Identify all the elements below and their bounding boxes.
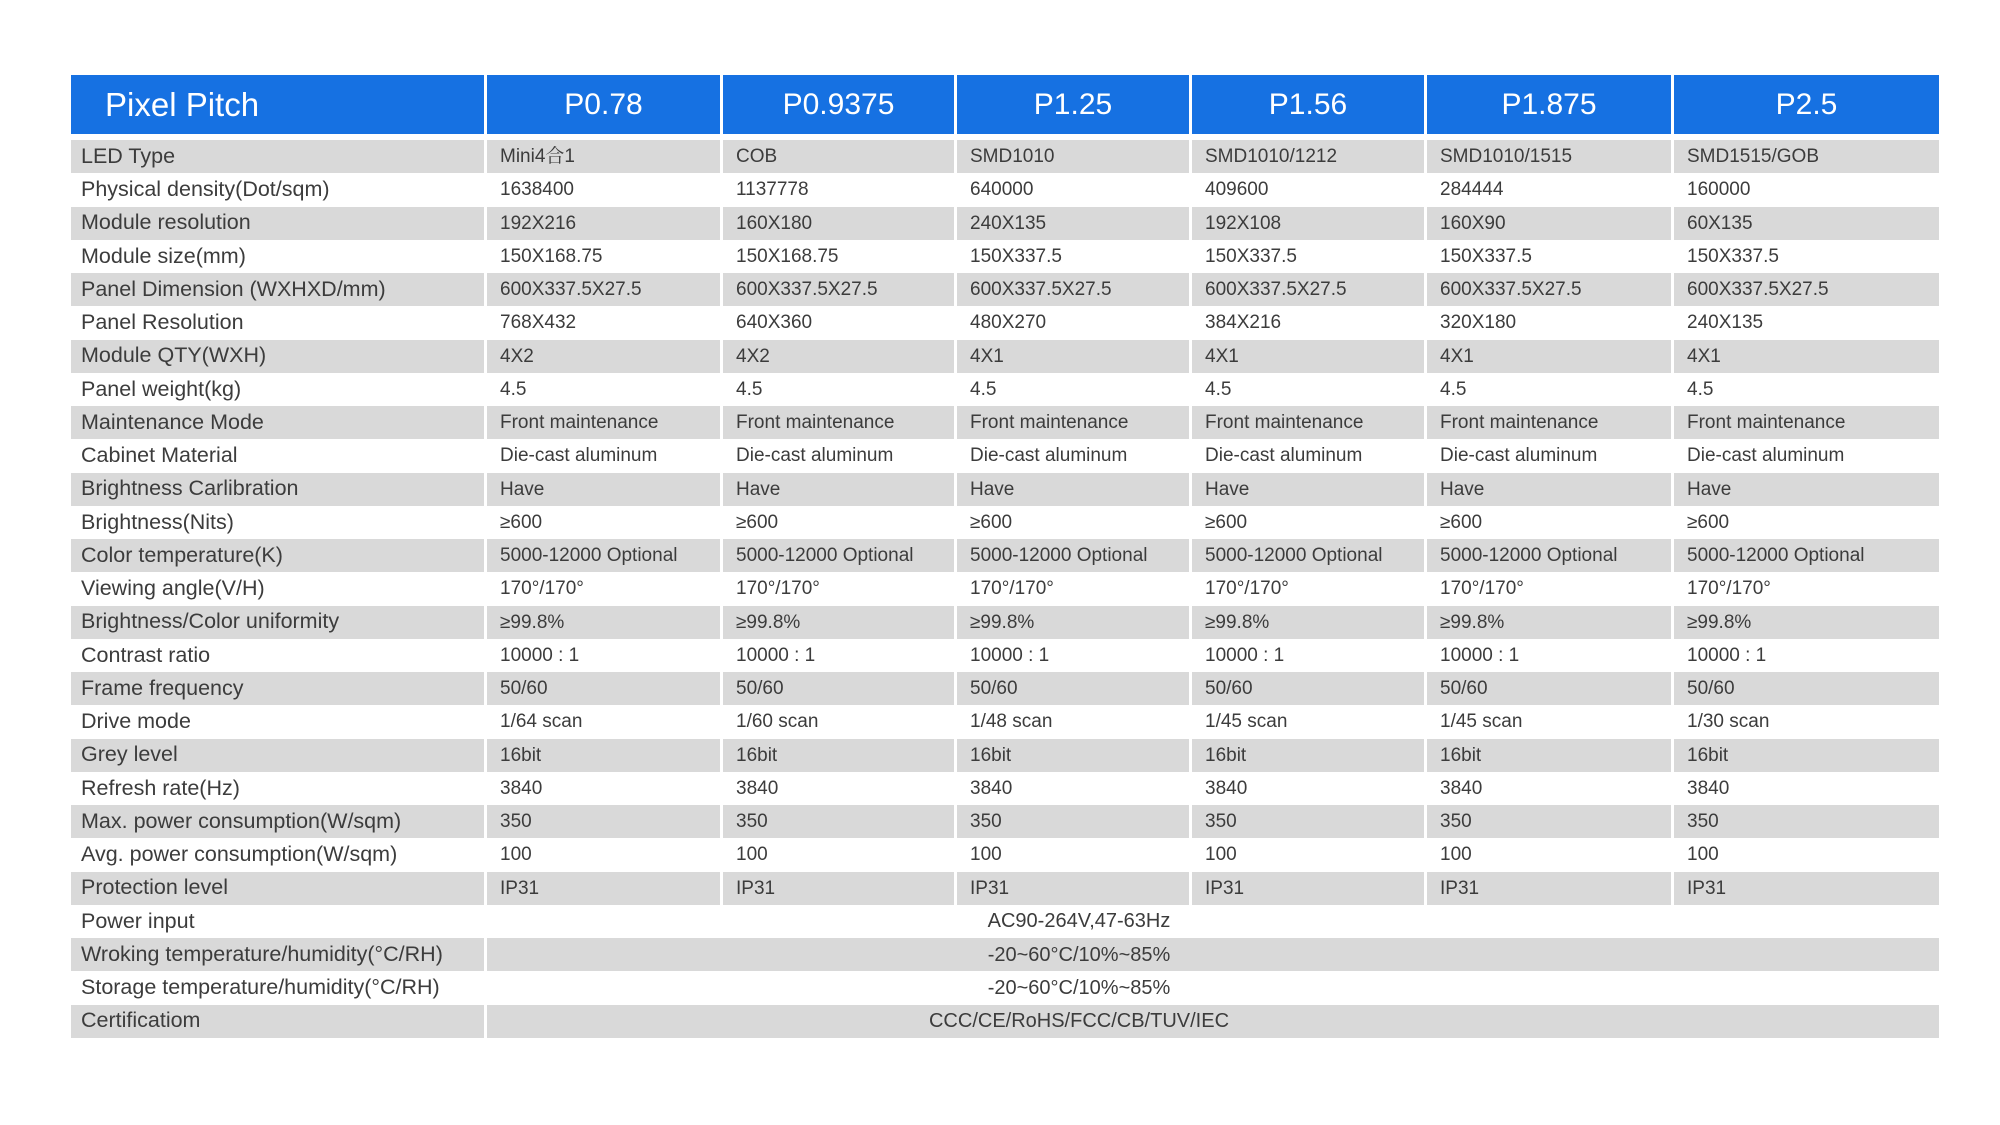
row-label: Frame frequency [71, 672, 484, 705]
value-cell: 4X2 [484, 340, 720, 373]
value-cell: ≥600 [1671, 506, 1939, 539]
value-cell: SMD1010/1515 [1424, 140, 1671, 173]
value-cell: 160000 [1671, 173, 1939, 206]
span-value-cell [484, 1005, 1939, 1038]
value-cell: 1/60 scan [720, 705, 954, 738]
column-header-p1-25: P1.25 [954, 75, 1189, 134]
value-cell: 50/60 [484, 672, 720, 705]
value-cell: 10000 : 1 [1424, 639, 1671, 672]
value-cell: 160X90 [1424, 207, 1671, 240]
value-cell: 170°/170° [1671, 572, 1939, 605]
value-cell: 4X2 [720, 340, 954, 373]
value-cell: ≥99.8% [720, 606, 954, 639]
value-cell: COB [720, 140, 954, 173]
row-label: Module size(mm) [71, 240, 484, 273]
value-cell: 50/60 [954, 672, 1189, 705]
value-cell: 50/60 [1424, 672, 1671, 705]
row-label: Maintenance Mode [71, 406, 484, 439]
value-cell: 350 [954, 805, 1189, 838]
span-value-text: -20~60°C/10%~85% [987, 976, 1171, 999]
span-value-text: CCC/CE/RoHS/FCC/CB/TUV/IEC [928, 1010, 1230, 1033]
row-label: Cabinet Material [71, 439, 484, 472]
value-cell: 4.5 [1424, 373, 1671, 406]
table-row [71, 606, 1939, 639]
value-cell: 4X1 [1189, 340, 1424, 373]
value-cell: 150X337.5 [1189, 240, 1424, 273]
value-cell: 150X337.5 [954, 240, 1189, 273]
value-cell: 3840 [1671, 772, 1939, 805]
value-cell: 150X337.5 [1424, 240, 1671, 273]
row-label: Viewing angle(V/H) [71, 572, 484, 605]
value-cell: 640000 [954, 173, 1189, 206]
value-cell: 192X216 [484, 207, 720, 240]
value-cell: 3840 [1424, 772, 1671, 805]
value-cell: 150X337.5 [1671, 240, 1939, 273]
span-value-text: -20~60°C/10%~85% [987, 943, 1171, 966]
table-row [71, 140, 1939, 173]
row-label: Certificatiom [71, 1005, 484, 1038]
value-cell: 50/60 [1671, 672, 1939, 705]
value-cell: Have [954, 473, 1189, 506]
column-header-p1-875: P1.875 [1424, 75, 1671, 134]
value-cell: 4.5 [1671, 373, 1939, 406]
value-cell: Have [720, 473, 954, 506]
value-cell: 10000 : 1 [1189, 639, 1424, 672]
value-cell: 5000-12000 Optional [484, 539, 720, 572]
value-cell: 16bit [1671, 739, 1939, 772]
value-cell: 600X337.5X27.5 [1424, 273, 1671, 306]
value-cell: 1137778 [720, 173, 954, 206]
value-cell: 3840 [720, 772, 954, 805]
value-cell: Have [1189, 473, 1424, 506]
value-cell: 320X180 [1424, 306, 1671, 339]
value-cell: 100 [1189, 838, 1424, 871]
column-header-p0-78: P0.78 [484, 75, 720, 134]
value-cell: 10000 : 1 [1671, 639, 1939, 672]
value-cell: Front maintenance [1671, 406, 1939, 439]
value-cell: 1/30 scan [1671, 705, 1939, 738]
value-cell: 1638400 [484, 173, 720, 206]
value-cell: SMD1010/1212 [1189, 140, 1424, 173]
value-cell: 4.5 [954, 373, 1189, 406]
value-cell: Die-cast aluminum [1671, 439, 1939, 472]
table-row [71, 173, 1939, 206]
value-cell: 100 [484, 838, 720, 871]
row-label: Drive mode [71, 705, 484, 738]
value-cell: ≥600 [484, 506, 720, 539]
table-row [71, 506, 1939, 539]
value-cell: 16bit [720, 739, 954, 772]
value-cell: Have [484, 473, 720, 506]
row-label: Module QTY(WXH) [71, 340, 484, 373]
table-row [71, 240, 1939, 273]
table-row [71, 572, 1939, 605]
value-cell: 170°/170° [954, 572, 1189, 605]
table-row [71, 739, 1939, 772]
span-value-cell [484, 971, 1939, 1004]
row-label: Panel Dimension (WXHXD/mm) [71, 273, 484, 306]
value-cell: Have [1424, 473, 1671, 506]
row-label: Physical density(Dot/sqm) [71, 173, 484, 206]
table-header-row [71, 75, 1939, 134]
column-header-p1-56: P1.56 [1189, 75, 1424, 134]
value-cell: 10000 : 1 [954, 639, 1189, 672]
value-cell: 50/60 [1189, 672, 1424, 705]
value-cell: 350 [1671, 805, 1939, 838]
value-cell: 5000-12000 Optional [720, 539, 954, 572]
led-spec-table [71, 75, 1939, 1038]
value-cell: Mini4合1 [484, 140, 720, 173]
value-cell: Front maintenance [484, 406, 720, 439]
value-cell: 600X337.5X27.5 [720, 273, 954, 306]
value-cell: 50/60 [720, 672, 954, 705]
value-cell: Die-cast aluminum [484, 439, 720, 472]
table-row [71, 872, 1939, 905]
row-label: Brightness/Color uniformity [71, 606, 484, 639]
value-cell: 640X360 [720, 306, 954, 339]
row-label: Panel weight(kg) [71, 373, 484, 406]
value-cell: ≥600 [720, 506, 954, 539]
value-cell: IP31 [484, 872, 720, 905]
value-cell: 284444 [1424, 173, 1671, 206]
value-cell: 1/45 scan [1189, 705, 1424, 738]
table-row [71, 838, 1939, 871]
value-cell: Die-cast aluminum [1424, 439, 1671, 472]
row-label: Avg. power consumption(W/sqm) [71, 838, 484, 871]
row-label: Power input [71, 905, 484, 938]
value-cell: IP31 [1189, 872, 1424, 905]
span-value-text: AC90-264V,47-63Hz [987, 910, 1171, 933]
table-row [71, 639, 1939, 672]
table-row [71, 473, 1939, 506]
value-cell: 192X108 [1189, 207, 1424, 240]
row-label: Storage temperature/humidity(°C/RH) [71, 971, 484, 1004]
value-cell: 240X135 [954, 207, 1189, 240]
span-value-cell [484, 938, 1939, 971]
table-row [71, 273, 1939, 306]
value-cell: 100 [720, 838, 954, 871]
table-row [71, 772, 1939, 805]
value-cell: IP31 [1671, 872, 1939, 905]
value-cell: 150X168.75 [484, 240, 720, 273]
row-label: Brightness(Nits) [71, 506, 484, 539]
value-cell: 16bit [1189, 739, 1424, 772]
value-cell: 768X432 [484, 306, 720, 339]
value-cell: ≥600 [1189, 506, 1424, 539]
value-cell: 5000-12000 Optional [954, 539, 1189, 572]
value-cell: Front maintenance [1189, 406, 1424, 439]
row-label: Refresh rate(Hz) [71, 772, 484, 805]
value-cell: IP31 [954, 872, 1189, 905]
column-header-p2-5: P2.5 [1671, 75, 1939, 134]
value-cell: 4.5 [1189, 373, 1424, 406]
value-cell: 350 [1424, 805, 1671, 838]
table-row-span [71, 1005, 1939, 1038]
table-row [71, 439, 1939, 472]
value-cell: 5000-12000 Optional [1189, 539, 1424, 572]
row-label: LED Type [71, 140, 484, 173]
value-cell: ≥99.8% [1671, 606, 1939, 639]
value-cell: ≥99.8% [1424, 606, 1671, 639]
value-cell: 350 [1189, 805, 1424, 838]
table-row [71, 406, 1939, 439]
row-label: Grey level [71, 739, 484, 772]
value-cell: IP31 [720, 872, 954, 905]
value-cell: 1/48 scan [954, 705, 1189, 738]
value-cell: 600X337.5X27.5 [954, 273, 1189, 306]
value-cell: 16bit [484, 739, 720, 772]
value-cell: 600X337.5X27.5 [1189, 273, 1424, 306]
value-cell: Die-cast aluminum [720, 439, 954, 472]
row-label: Contrast ratio [71, 639, 484, 672]
value-cell: 100 [1424, 838, 1671, 871]
value-cell: 4X1 [954, 340, 1189, 373]
pixel-pitch-header-cell: Pixel Pitch [71, 75, 484, 134]
value-cell: 150X168.75 [720, 240, 954, 273]
value-cell: 4.5 [720, 373, 954, 406]
table-row [71, 672, 1939, 705]
value-cell: 1/45 scan [1424, 705, 1671, 738]
table-row [71, 340, 1939, 373]
value-cell: 350 [484, 805, 720, 838]
value-cell: 4X1 [1671, 340, 1939, 373]
value-cell: 600X337.5X27.5 [484, 273, 720, 306]
table-row-span [71, 905, 1939, 938]
value-cell: Front maintenance [720, 406, 954, 439]
value-cell: 480X270 [954, 306, 1189, 339]
value-cell: 5000-12000 Optional [1424, 539, 1671, 572]
value-cell: 16bit [1424, 739, 1671, 772]
value-cell: ≥600 [954, 506, 1189, 539]
row-label: Protection level [71, 872, 484, 905]
table-body [71, 140, 1939, 1038]
value-cell: 5000-12000 Optional [1671, 539, 1939, 572]
value-cell: 4X1 [1424, 340, 1671, 373]
row-label: Color temperature(K) [71, 539, 484, 572]
value-cell: 600X337.5X27.5 [1671, 273, 1939, 306]
table-row [71, 207, 1939, 240]
row-label: Wroking temperature/humidity(°C/RH) [71, 938, 484, 971]
table-row-span [71, 938, 1939, 971]
table-row [71, 805, 1939, 838]
value-cell: 170°/170° [1189, 572, 1424, 605]
row-label: Max. power consumption(W/sqm) [71, 805, 484, 838]
table-row [71, 539, 1939, 572]
value-cell: 16bit [954, 739, 1189, 772]
value-cell: ≥600 [1424, 506, 1671, 539]
value-cell: 350 [720, 805, 954, 838]
value-cell: 3840 [484, 772, 720, 805]
value-cell: 10000 : 1 [720, 639, 954, 672]
value-cell: Front maintenance [1424, 406, 1671, 439]
value-cell: Have [1671, 473, 1939, 506]
value-cell: 160X180 [720, 207, 954, 240]
column-header-p0-9375: P0.9375 [720, 75, 954, 134]
value-cell: Die-cast aluminum [954, 439, 1189, 472]
table-row-span [71, 971, 1939, 1004]
value-cell: 10000 : 1 [484, 639, 720, 672]
value-cell: Front maintenance [954, 406, 1189, 439]
value-cell: 60X135 [1671, 207, 1939, 240]
table-row [71, 705, 1939, 738]
value-cell: 240X135 [1671, 306, 1939, 339]
value-cell: ≥99.8% [1189, 606, 1424, 639]
value-cell: 170°/170° [720, 572, 954, 605]
value-cell: 100 [1671, 838, 1939, 871]
value-cell: 409600 [1189, 173, 1424, 206]
value-cell: 170°/170° [1424, 572, 1671, 605]
value-cell: IP31 [1424, 872, 1671, 905]
table-row [71, 373, 1939, 406]
value-cell: 384X216 [1189, 306, 1424, 339]
row-label: Brightness Carlibration [71, 473, 484, 506]
value-cell: ≥99.8% [484, 606, 720, 639]
value-cell: ≥99.8% [954, 606, 1189, 639]
value-cell: SMD1515/GOB [1671, 140, 1939, 173]
table-row [71, 306, 1939, 339]
value-cell: 3840 [954, 772, 1189, 805]
row-label: Panel Resolution [71, 306, 484, 339]
row-label: Module resolution [71, 207, 484, 240]
value-cell: 100 [954, 838, 1189, 871]
value-cell: 1/64 scan [484, 705, 720, 738]
value-cell: 3840 [1189, 772, 1424, 805]
value-cell: Die-cast aluminum [1189, 439, 1424, 472]
span-value-cell [484, 905, 1939, 938]
value-cell: 4.5 [484, 373, 720, 406]
value-cell: 170°/170° [484, 572, 720, 605]
value-cell: SMD1010 [954, 140, 1189, 173]
